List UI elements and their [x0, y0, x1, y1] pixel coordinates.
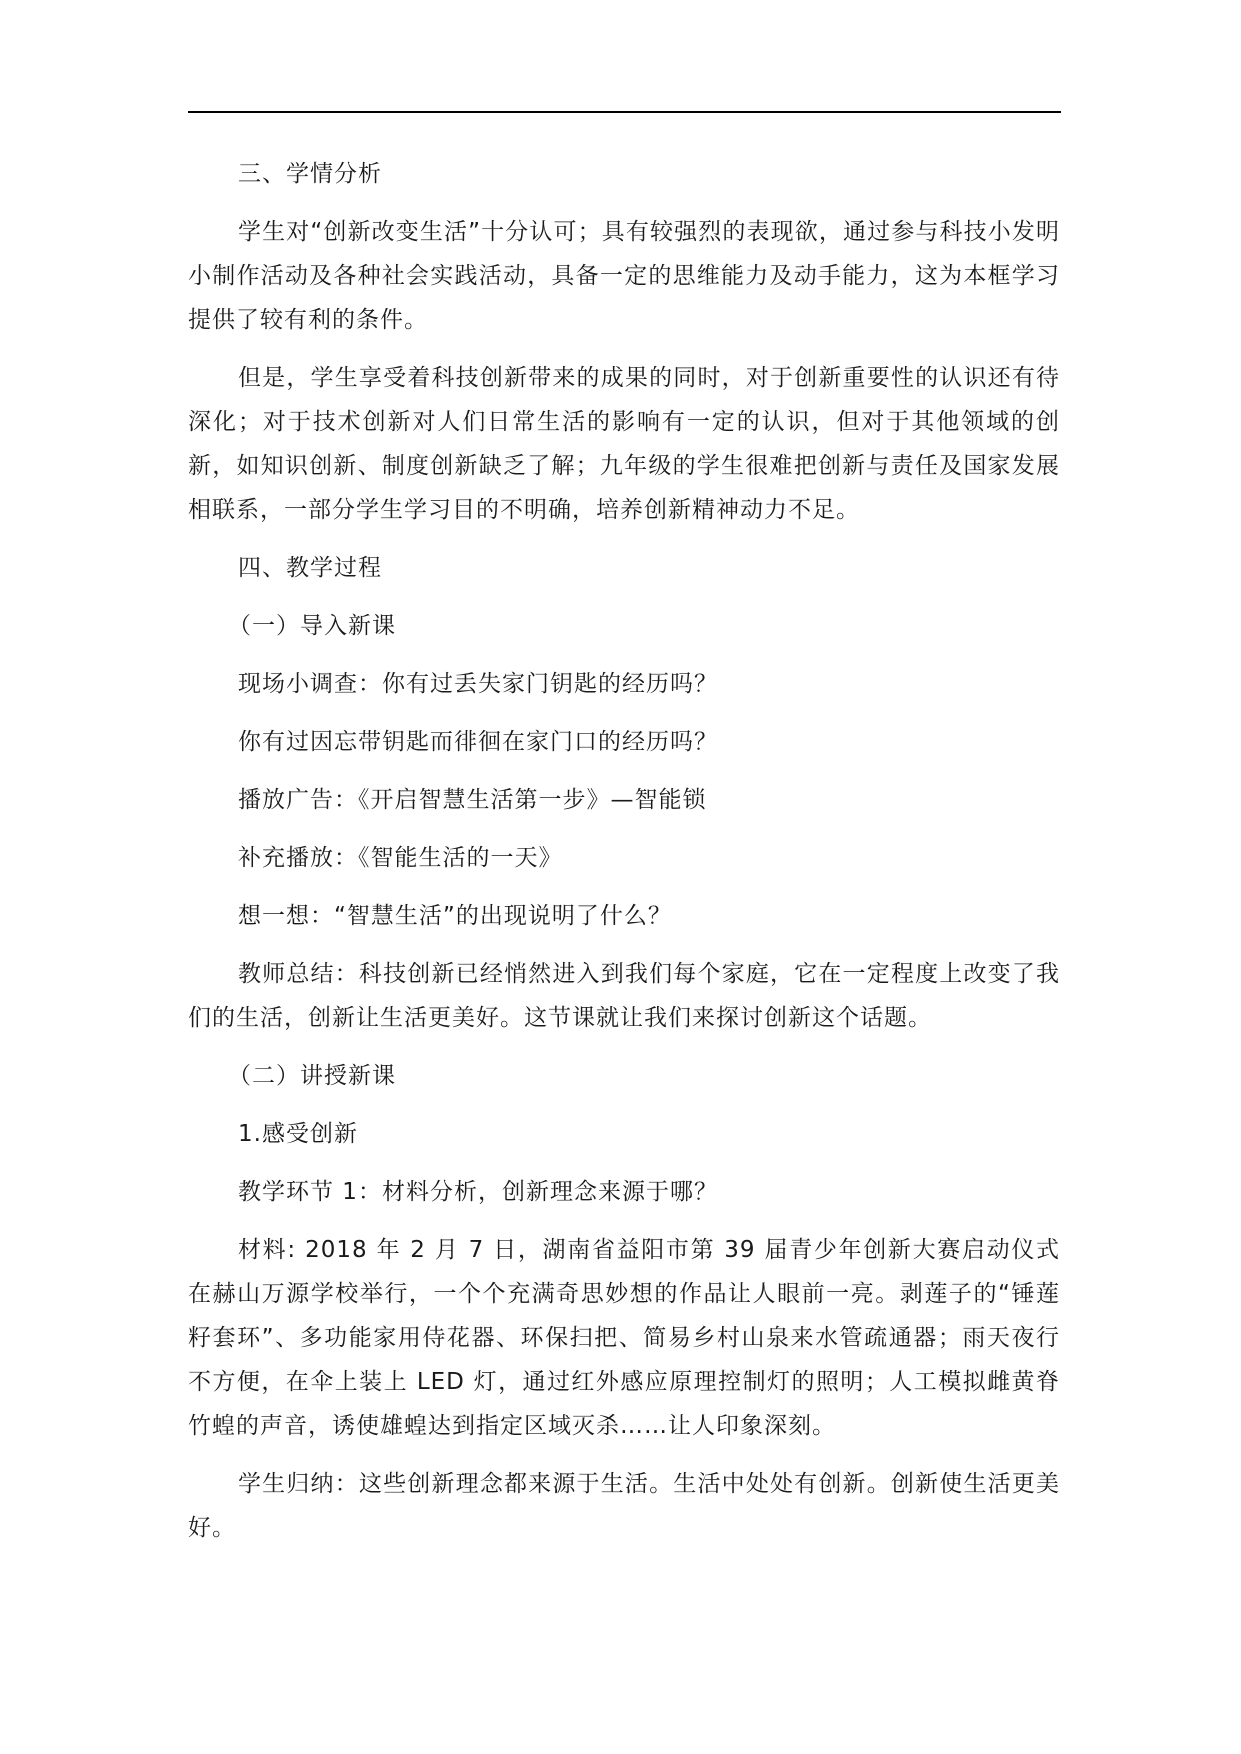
paragraph: 材料: 2018 年 2 月 7 日，湖南省益阳市第 39 届青少年创新大赛启动仪式在赫山万源学校举行，一个个充满奇思妙想的作品让人眼前一亮。剥莲子的“锤莲籽套环”、多功能家用侍花器、环保扫把、简易乡村山泉来水管疏通器；雨天夜行不方便，在伞上装上 LED 灯，通过红外感应原理控制灯的照明；人工模拟雌黄脊竹蝗的声音，诱使雄蝗达到指定区域灭杀……让人印象深刻。: [188, 1237, 1060, 1439]
subsection-heading-introduction: （一）导入新课: [228, 613, 396, 639]
paragraph: 补充播放：《智能生活的一天》: [238, 845, 563, 871]
subsection-heading-new-lesson: （二）讲授新课: [228, 1063, 396, 1089]
header-rule: [188, 111, 1061, 113]
document-body: [188, 152, 1060, 1564]
section-heading-teaching-process: 四、教学过程: [238, 555, 382, 581]
paragraph: 你有过因忘带钥匙而徘徊在家门口的经历吗？: [238, 729, 718, 755]
paragraph: 学生归纳：这些创新理念都来源于生活。生活中处处有创新。创新使生活更美好。: [188, 1471, 1060, 1541]
paragraph: 学生对“创新改变生活”十分认可；具有较强烈的表现欲，通过参与科技小发明小制作活动及各种社会实践活动，具备一定的思维能力及动手能力，这为本框学习提供了较有利的条件。: [188, 219, 1060, 333]
paragraph: 播放广告：《开启智慧生活第一步》—智能锁: [238, 787, 707, 813]
section-heading-learner-analysis: 三、学情分析: [238, 161, 382, 187]
paragraph: 但是，学生享受着科技创新带来的成果的同时，对于创新重要性的认识还有待深化；对于技术创新对人们日常生活的影响有一定的认识，但对于其他领域的创新，如知识创新、制度创新缺乏了解；九年级的学生很难把创新与责任及国家发展相联系，一部分学生学习目的不明确，培养创新精神动力不足。: [188, 365, 1060, 523]
paragraph: 想一想：“智慧生活”的出现说明了什么？: [238, 903, 672, 929]
paragraph: 现场小调查：你有过丢失家门钥匙的经历吗？: [238, 671, 718, 697]
paragraph: 教师总结：科技创新已经悄然进入到我们每个家庭，它在一定程度上改变了我们的生活，创新让生活更美好。这节课就让我们来探讨创新这个话题。: [188, 961, 1060, 1031]
subheading-feel-innovation: 1.感受创新: [238, 1121, 358, 1147]
paragraph: 教学环节 1：材料分析，创新理念来源于哪？: [238, 1179, 718, 1205]
